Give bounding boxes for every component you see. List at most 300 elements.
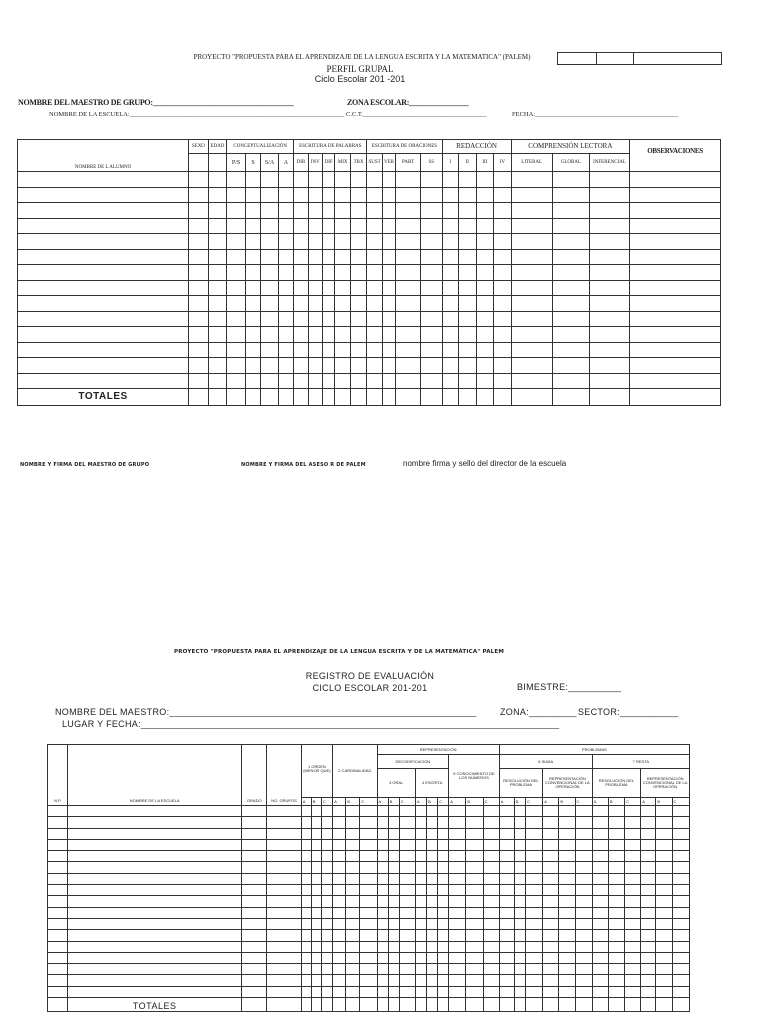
table-cell[interactable]	[608, 806, 624, 817]
table-cell[interactable]	[278, 218, 293, 234]
table-cell[interactable]	[360, 851, 377, 862]
table-cell[interactable]	[641, 975, 656, 986]
table-cell[interactable]	[261, 311, 279, 327]
table-cell[interactable]	[242, 839, 267, 850]
table-cell[interactable]	[589, 280, 629, 296]
table-cell[interactable]	[396, 342, 421, 358]
table-cell[interactable]	[18, 280, 189, 296]
table-cell[interactable]	[442, 234, 458, 250]
table-cell[interactable]	[311, 828, 321, 839]
table-cell[interactable]	[323, 234, 335, 250]
table-cell[interactable]	[608, 885, 624, 896]
table-cell[interactable]	[321, 862, 332, 873]
table-cell[interactable]	[377, 896, 388, 907]
table-cell[interactable]	[294, 172, 308, 188]
table-cell[interactable]	[242, 941, 267, 952]
table-cell[interactable]	[514, 828, 525, 839]
table-cell[interactable]	[333, 817, 346, 828]
table-cell[interactable]	[442, 342, 458, 358]
table-cell[interactable]	[323, 203, 335, 219]
table-cell[interactable]	[543, 907, 559, 918]
table-cell[interactable]	[499, 986, 514, 997]
table-cell[interactable]	[245, 311, 260, 327]
table-cell[interactable]	[321, 964, 332, 975]
table-cell[interactable]	[466, 862, 483, 873]
table-cell[interactable]	[301, 896, 311, 907]
table-cell[interactable]	[483, 862, 499, 873]
table-cell[interactable]	[656, 817, 672, 828]
table-cell[interactable]	[301, 885, 311, 896]
table-cell[interactable]	[301, 839, 311, 850]
table-cell[interactable]	[476, 280, 494, 296]
table-cell[interactable]	[608, 930, 624, 941]
table-cell[interactable]	[227, 373, 246, 389]
table-cell[interactable]	[514, 817, 525, 828]
table-cell[interactable]	[459, 342, 477, 358]
table-cell[interactable]	[499, 806, 514, 817]
table-cell[interactable]	[672, 862, 689, 873]
table-cell[interactable]	[641, 828, 656, 839]
table-cell[interactable]	[189, 203, 209, 219]
table-cell[interactable]	[415, 851, 426, 862]
table-cell[interactable]	[48, 828, 68, 839]
table-cell[interactable]	[499, 952, 514, 963]
table-cell[interactable]	[346, 839, 360, 850]
table-cell[interactable]	[543, 839, 559, 850]
table-cell[interactable]	[388, 873, 399, 884]
table-cell[interactable]	[559, 986, 575, 997]
table-cell[interactable]	[415, 941, 426, 952]
table-cell[interactable]	[514, 851, 525, 862]
table-cell[interactable]	[68, 817, 242, 828]
table-cell[interactable]	[514, 873, 525, 884]
table-cell[interactable]	[308, 249, 322, 265]
table-cell[interactable]	[294, 249, 308, 265]
table-cell[interactable]	[48, 817, 68, 828]
table-cell[interactable]	[466, 930, 483, 941]
table-cell[interactable]	[449, 975, 466, 986]
table-cell[interactable]	[68, 918, 242, 929]
table-cell[interactable]	[442, 311, 458, 327]
table-cell[interactable]	[459, 172, 477, 188]
table-cell[interactable]	[592, 885, 608, 896]
table-cell[interactable]	[346, 941, 360, 952]
table-cell[interactable]	[526, 862, 543, 873]
table-cell[interactable]	[526, 918, 543, 929]
table-cell[interactable]	[438, 839, 449, 850]
table-cell[interactable]	[476, 296, 494, 312]
table-cell[interactable]	[483, 885, 499, 896]
table-cell[interactable]	[656, 986, 672, 997]
table-cell[interactable]	[245, 373, 260, 389]
table-cell[interactable]	[382, 280, 395, 296]
table-cell[interactable]	[321, 885, 332, 896]
table-cell[interactable]	[459, 311, 477, 327]
table-cell[interactable]	[350, 249, 366, 265]
table-cell[interactable]	[301, 851, 311, 862]
table-cell[interactable]	[350, 265, 366, 281]
table-cell[interactable]	[592, 828, 608, 839]
table-cell[interactable]	[672, 851, 689, 862]
table-cell[interactable]	[427, 986, 438, 997]
table-cell[interactable]	[189, 172, 209, 188]
table-cell[interactable]	[335, 249, 350, 265]
table-cell[interactable]	[333, 964, 346, 975]
table-cell[interactable]	[189, 327, 209, 343]
table-cell[interactable]	[333, 806, 346, 817]
table-cell[interactable]	[48, 839, 68, 850]
table-cell[interactable]	[367, 249, 382, 265]
table-cell[interactable]	[301, 828, 311, 839]
table-cell[interactable]	[543, 851, 559, 862]
table-cell[interactable]	[575, 885, 592, 896]
table-cell[interactable]	[592, 806, 608, 817]
table-cell[interactable]	[608, 817, 624, 828]
table-cell[interactable]	[294, 280, 308, 296]
table-cell[interactable]	[367, 311, 382, 327]
table-cell[interactable]	[543, 930, 559, 941]
table-cell[interactable]	[608, 941, 624, 952]
table-cell[interactable]	[641, 885, 656, 896]
table-cell[interactable]	[267, 918, 301, 929]
table-cell[interactable]	[294, 203, 308, 219]
table-cell[interactable]	[360, 918, 377, 929]
table-cell[interactable]	[494, 342, 512, 358]
table-cell[interactable]	[311, 851, 321, 862]
table-cell[interactable]	[514, 896, 525, 907]
table-cell[interactable]	[526, 975, 543, 986]
table-cell[interactable]	[68, 851, 242, 862]
table-cell[interactable]	[483, 828, 499, 839]
table-cell[interactable]	[449, 964, 466, 975]
table-cell[interactable]	[641, 918, 656, 929]
table-cell[interactable]	[514, 930, 525, 941]
table-cell[interactable]	[360, 806, 377, 817]
table-cell[interactable]	[267, 896, 301, 907]
table-cell[interactable]	[672, 873, 689, 884]
table-cell[interactable]	[294, 342, 308, 358]
table-cell[interactable]	[589, 203, 629, 219]
table-cell[interactable]	[438, 896, 449, 907]
table-cell[interactable]	[559, 851, 575, 862]
table-cell[interactable]	[672, 964, 689, 975]
table-cell[interactable]	[641, 873, 656, 884]
table-cell[interactable]	[311, 896, 321, 907]
table-cell[interactable]	[526, 851, 543, 862]
table-cell[interactable]	[427, 873, 438, 884]
table-cell[interactable]	[466, 986, 483, 997]
table-cell[interactable]	[189, 249, 209, 265]
table-cell[interactable]	[415, 952, 426, 963]
table-cell[interactable]	[68, 975, 242, 986]
table-cell[interactable]	[494, 327, 512, 343]
table-cell[interactable]	[189, 280, 209, 296]
table-cell[interactable]	[559, 885, 575, 896]
table-cell[interactable]	[466, 885, 483, 896]
table-cell[interactable]	[333, 952, 346, 963]
table-cell[interactable]	[227, 218, 246, 234]
table-cell[interactable]	[575, 851, 592, 862]
table-cell[interactable]	[449, 896, 466, 907]
table-cell[interactable]	[242, 873, 267, 884]
table-cell[interactable]	[672, 806, 689, 817]
table-cell[interactable]	[301, 941, 311, 952]
table-cell[interactable]	[311, 964, 321, 975]
table-cell[interactable]	[346, 817, 360, 828]
table-cell[interactable]	[360, 952, 377, 963]
table-cell[interactable]	[308, 358, 322, 374]
table-cell[interactable]	[625, 896, 641, 907]
table-cell[interactable]	[399, 828, 415, 839]
table-cell[interactable]	[420, 296, 442, 312]
table-cell[interactable]	[267, 851, 301, 862]
table-cell[interactable]	[242, 930, 267, 941]
table-cell[interactable]	[396, 187, 421, 203]
table-cell[interactable]	[526, 806, 543, 817]
table-cell[interactable]	[388, 952, 399, 963]
table-cell[interactable]	[592, 873, 608, 884]
table-cell[interactable]	[559, 873, 575, 884]
table-cell[interactable]	[608, 851, 624, 862]
table-cell[interactable]	[261, 280, 279, 296]
table-cell[interactable]	[261, 172, 279, 188]
table-cell[interactable]	[261, 373, 279, 389]
table-cell[interactable]	[18, 203, 189, 219]
table-cell[interactable]	[388, 896, 399, 907]
table-cell[interactable]	[483, 806, 499, 817]
table-cell[interactable]	[48, 964, 68, 975]
table-cell[interactable]	[459, 280, 477, 296]
table-cell[interactable]	[360, 862, 377, 873]
table-cell[interactable]	[559, 896, 575, 907]
table-cell[interactable]	[208, 187, 227, 203]
table-cell[interactable]	[242, 828, 267, 839]
table-cell[interactable]	[672, 930, 689, 941]
table-cell[interactable]	[575, 873, 592, 884]
table-cell[interactable]	[227, 203, 246, 219]
table-cell[interactable]	[672, 885, 689, 896]
table-cell[interactable]	[499, 918, 514, 929]
table-cell[interactable]	[543, 873, 559, 884]
table-cell[interactable]	[499, 964, 514, 975]
table-cell[interactable]	[48, 851, 68, 862]
table-cell[interactable]	[427, 918, 438, 929]
table-cell[interactable]	[552, 249, 589, 265]
table-cell[interactable]	[335, 234, 350, 250]
table-cell[interactable]	[278, 265, 293, 281]
table-cell[interactable]	[245, 342, 260, 358]
table-cell[interactable]	[625, 986, 641, 997]
table-cell[interactable]	[438, 964, 449, 975]
table-cell[interactable]	[592, 941, 608, 952]
table-cell[interactable]	[415, 817, 426, 828]
table-cell[interactable]	[323, 296, 335, 312]
table-cell[interactable]	[245, 203, 260, 219]
table-cell[interactable]	[308, 296, 322, 312]
table-cell[interactable]	[483, 839, 499, 850]
table-cell[interactable]	[242, 918, 267, 929]
table-cell[interactable]	[321, 975, 332, 986]
table-cell[interactable]	[415, 828, 426, 839]
table-cell[interactable]	[367, 373, 382, 389]
table-cell[interactable]	[321, 806, 332, 817]
table-cell[interactable]	[377, 839, 388, 850]
table-cell[interactable]	[350, 358, 366, 374]
table-cell[interactable]	[420, 358, 442, 374]
table-cell[interactable]	[476, 311, 494, 327]
table-cell[interactable]	[559, 941, 575, 952]
table-cell[interactable]	[415, 930, 426, 941]
table-cell[interactable]	[427, 817, 438, 828]
table-cell[interactable]	[242, 986, 267, 997]
table-cell[interactable]	[543, 975, 559, 986]
table-cell[interactable]	[18, 327, 189, 343]
table-cell[interactable]	[476, 234, 494, 250]
table-cell[interactable]	[420, 234, 442, 250]
table-cell[interactable]	[483, 907, 499, 918]
table-cell[interactable]	[438, 930, 449, 941]
table-cell[interactable]	[396, 249, 421, 265]
table-cell[interactable]	[346, 873, 360, 884]
table-cell[interactable]	[466, 828, 483, 839]
table-cell[interactable]	[438, 885, 449, 896]
table-cell[interactable]	[18, 373, 189, 389]
table-cell[interactable]	[68, 952, 242, 963]
table-cell[interactable]	[589, 172, 629, 188]
table-cell[interactable]	[499, 975, 514, 986]
table-cell[interactable]	[377, 964, 388, 975]
table-cell[interactable]	[267, 828, 301, 839]
table-cell[interactable]	[367, 296, 382, 312]
table-cell[interactable]	[388, 930, 399, 941]
table-cell[interactable]	[242, 851, 267, 862]
table-cell[interactable]	[499, 817, 514, 828]
table-cell[interactable]	[438, 986, 449, 997]
table-cell[interactable]	[311, 839, 321, 850]
table-cell[interactable]	[442, 265, 458, 281]
table-cell[interactable]	[575, 806, 592, 817]
table-cell[interactable]	[388, 839, 399, 850]
table-cell[interactable]	[589, 296, 629, 312]
table-cell[interactable]	[396, 172, 421, 188]
table-cell[interactable]	[630, 172, 721, 188]
table-cell[interactable]	[625, 828, 641, 839]
table-cell[interactable]	[377, 941, 388, 952]
table-cell[interactable]	[625, 964, 641, 975]
table-cell[interactable]	[346, 851, 360, 862]
table-cell[interactable]	[377, 975, 388, 986]
table-cell[interactable]	[589, 358, 629, 374]
table-cell[interactable]	[388, 941, 399, 952]
table-cell[interactable]	[335, 172, 350, 188]
table-cell[interactable]	[483, 941, 499, 952]
table-cell[interactable]	[625, 941, 641, 952]
table-cell[interactable]	[346, 918, 360, 929]
table-cell[interactable]	[415, 896, 426, 907]
table-cell[interactable]	[333, 828, 346, 839]
table-cell[interactable]	[278, 172, 293, 188]
table-cell[interactable]	[449, 806, 466, 817]
table-cell[interactable]	[208, 342, 227, 358]
table-cell[interactable]	[242, 896, 267, 907]
table-cell[interactable]	[608, 986, 624, 997]
table-cell[interactable]	[388, 964, 399, 975]
table-cell[interactable]	[589, 218, 629, 234]
table-cell[interactable]	[350, 187, 366, 203]
table-cell[interactable]	[396, 218, 421, 234]
table-cell[interactable]	[396, 234, 421, 250]
table-cell[interactable]	[301, 964, 311, 975]
table-cell[interactable]	[476, 203, 494, 219]
table-cell[interactable]	[227, 265, 246, 281]
table-cell[interactable]	[630, 203, 721, 219]
table-cell[interactable]	[399, 873, 415, 884]
table-cell[interactable]	[311, 986, 321, 997]
table-cell[interactable]	[335, 358, 350, 374]
table-cell[interactable]	[267, 873, 301, 884]
table-cell[interactable]	[526, 873, 543, 884]
table-cell[interactable]	[656, 873, 672, 884]
table-cell[interactable]	[360, 941, 377, 952]
table-cell[interactable]	[494, 249, 512, 265]
table-cell[interactable]	[399, 817, 415, 828]
table-cell[interactable]	[415, 885, 426, 896]
table-cell[interactable]	[301, 817, 311, 828]
table-cell[interactable]	[449, 952, 466, 963]
table-cell[interactable]	[323, 218, 335, 234]
table-cell[interactable]	[308, 311, 322, 327]
table-cell[interactable]	[189, 373, 209, 389]
table-cell[interactable]	[335, 296, 350, 312]
table-cell[interactable]	[608, 964, 624, 975]
table-cell[interactable]	[388, 862, 399, 873]
table-cell[interactable]	[494, 203, 512, 219]
table-cell[interactable]	[68, 964, 242, 975]
table-cell[interactable]	[333, 975, 346, 986]
table-cell[interactable]	[346, 952, 360, 963]
table-cell[interactable]	[323, 358, 335, 374]
table-cell[interactable]	[382, 296, 395, 312]
table-cell[interactable]	[382, 342, 395, 358]
table-cell[interactable]	[656, 839, 672, 850]
table-cell[interactable]	[630, 218, 721, 234]
table-cell[interactable]	[189, 342, 209, 358]
table-cell[interactable]	[466, 964, 483, 975]
table-cell[interactable]	[227, 342, 246, 358]
table-cell[interactable]	[449, 930, 466, 941]
table-cell[interactable]	[483, 873, 499, 884]
table-cell[interactable]	[415, 862, 426, 873]
table-cell[interactable]	[48, 806, 68, 817]
table-cell[interactable]	[346, 862, 360, 873]
table-cell[interactable]	[208, 203, 227, 219]
table-cell[interactable]	[415, 986, 426, 997]
table-cell[interactable]	[323, 327, 335, 343]
table-cell[interactable]	[189, 187, 209, 203]
table-cell[interactable]	[18, 311, 189, 327]
table-cell[interactable]	[559, 862, 575, 873]
table-cell[interactable]	[321, 986, 332, 997]
table-cell[interactable]	[427, 862, 438, 873]
table-cell[interactable]	[630, 280, 721, 296]
table-cell[interactable]	[415, 873, 426, 884]
table-cell[interactable]	[18, 358, 189, 374]
table-cell[interactable]	[367, 187, 382, 203]
table-cell[interactable]	[308, 172, 322, 188]
table-cell[interactable]	[333, 885, 346, 896]
table-cell[interactable]	[589, 249, 629, 265]
table-cell[interactable]	[543, 918, 559, 929]
